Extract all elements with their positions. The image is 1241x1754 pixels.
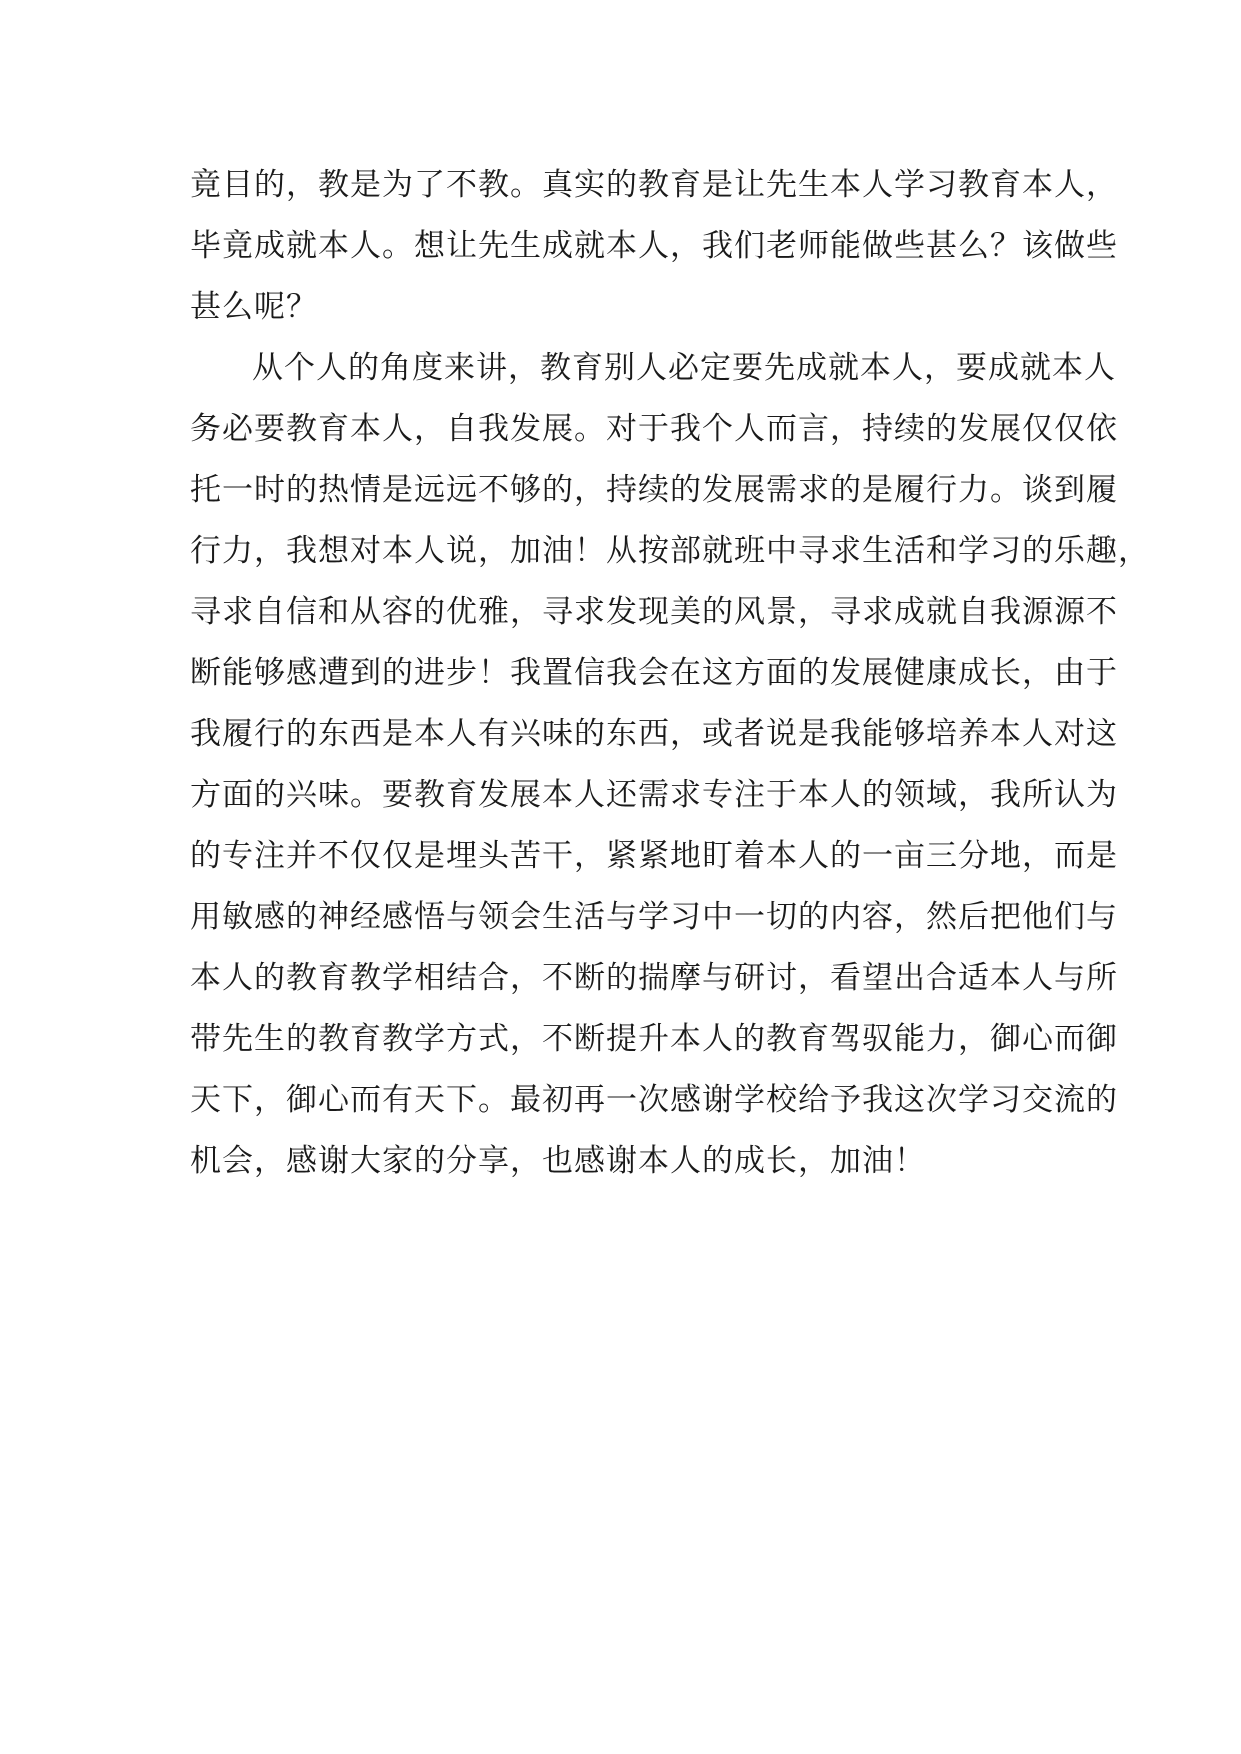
paragraph-line: 断能够感遭到的进步！我置信我会在这方面的发展健康成长，由于 xyxy=(190,655,1118,691)
paragraph-line: 天下，御心而有天下。最初再一次感谢学校给予我这次学习交流的 xyxy=(190,1082,1118,1118)
paragraph-line: 带先生的教育教学方式，不断提升本人的教育驾驭能力，御心而御 xyxy=(190,1021,1118,1057)
paragraph-line: 寻求自信和从容的优雅，寻求发现美的风景，寻求成就自我源源不 xyxy=(190,594,1118,630)
paragraph-line: 毕竟成就本人。想让先生成就本人，我们老师能做些甚么？该做些 xyxy=(190,228,1118,264)
paragraph-line: 竟目的，教是为了不教。真实的教育是让先生本人学习教育本人， xyxy=(190,167,1118,203)
paragraph-line: 我履行的东西是本人有兴味的东西，或者说是我能够培养本人对这 xyxy=(190,716,1118,752)
paragraph-line: 行力，我想对本人说，加油！从按部就班中寻求生活和学习的乐趣， xyxy=(190,533,1150,569)
paragraph-line: 本人的教育教学相结合，不断的揣摩与研讨，看望出合适本人与所 xyxy=(190,960,1118,996)
paragraph-line: 方面的兴味。要教育发展本人还需求专注于本人的领域，我所认为 xyxy=(190,777,1118,813)
paragraph-line: 从个人的角度来讲，教育别人必定要先成就本人，要成就本人 xyxy=(252,350,1116,386)
paragraph-line: 用敏感的神经感悟与领会生活与学习中一切的内容，然后把他们与 xyxy=(190,899,1118,935)
paragraph-2 xyxy=(190,338,1150,1192)
paragraph-line: 务必要教育本人，自我发展。对于我个人而言，持续的发展仅仅依 xyxy=(190,411,1118,447)
paragraph-line: 机会，感谢大家的分享，也感谢本人的成长，加油！ xyxy=(190,1143,926,1179)
paragraph-1 xyxy=(190,155,1118,338)
paragraph-line: 甚么呢？ xyxy=(190,289,318,325)
body-text xyxy=(190,155,1150,1192)
paragraph-line: 托一时的热情是远远不够的，持续的发展需求的是履行力。谈到履 xyxy=(190,472,1118,508)
paragraph-line: 的专注并不仅仅是埋头苦干，紧紧地盯着本人的一亩三分地，而是 xyxy=(190,838,1118,874)
